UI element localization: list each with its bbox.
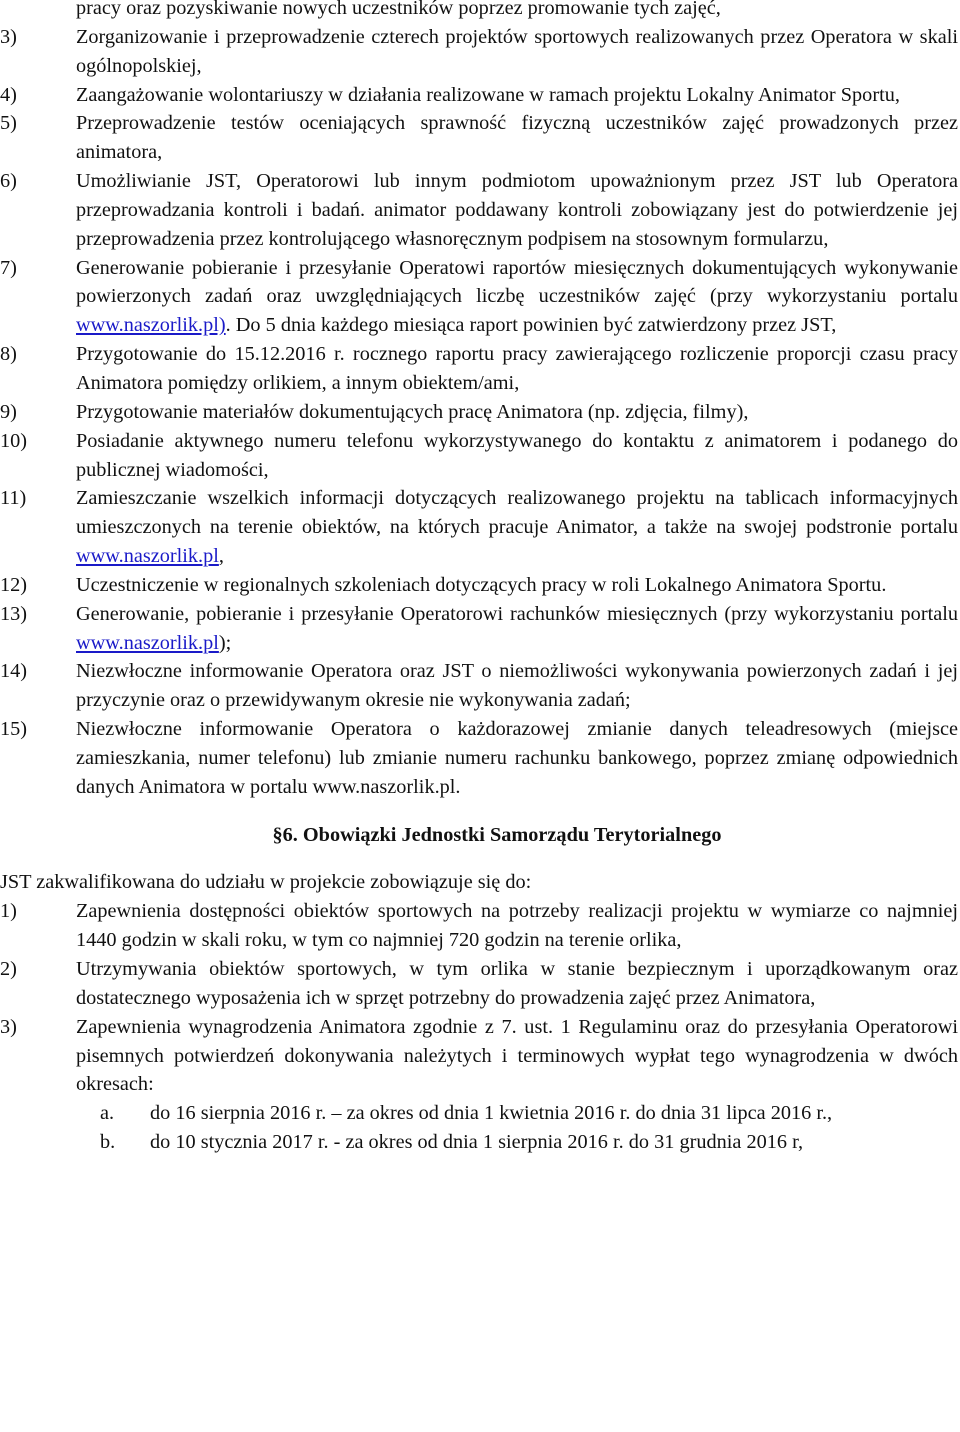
naszorlik-link[interactable]: www.naszorlik.pl) <box>76 314 226 337</box>
sub-list-item <box>100 1128 958 1157</box>
list-item <box>0 1013 958 1100</box>
continuation-text: pracy oraz pozyskiwanie nowych uczestników poprzez promowanie tych zajęć, <box>76 0 721 19</box>
item-text: Zaangażowanie wolontariuszy w działania realizowane w ramach projektu Lokalny Animator Sportu, <box>76 83 900 106</box>
item-text: Generowanie, pobieranie i przesyłanie Operatorowi rachunków miesięcznych (przy wykorzystaniu portalu <box>76 602 958 625</box>
item-text: Utrzymywania obiektów sportowych, w tym orlika w stanie bezpiecznym i uporządkowanym oraz dostatecznego wyposażenia ich w sprzęt potrzebny do prowadzenia zajęć przez Animatora, <box>76 958 958 1009</box>
item-number: 8) <box>0 343 17 366</box>
list-item <box>0 109 958 167</box>
naszorlik-link[interactable]: www.naszorlik.pl <box>76 545 219 568</box>
list-item <box>0 81 958 110</box>
item-text: Niezwłoczne informowanie Operatora oraz JST o niemożliwości wykonywania powierzonych zadań i jej przyczynie oraz o przewidywanym okresie nie wykonywania zadań; <box>76 660 958 712</box>
item-text: Zapewnienia wynagrodzenia Animatora zgodnie z 7. ust. 1 Regulaminu oraz do przesyłania Operatorowi pisemnych potwierdzeń dokonywania należytych i terminowych wypłat tego wynagrodzenia w dwóch okresach: <box>76 1015 958 1096</box>
list-item <box>0 340 958 398</box>
list-item <box>0 571 958 600</box>
naszorlik-link[interactable]: www.naszorlik.pl <box>76 631 219 654</box>
list-item <box>0 897 958 955</box>
item-number: 4) <box>0 83 17 106</box>
list-item <box>0 955 958 1013</box>
list-item-continuation <box>76 0 958 23</box>
sub-item-letter: a. <box>100 1102 115 1125</box>
item-text: Posiadanie aktywnego numeru telefonu wykorzystywanego do kontaktu z animatorem i podanego do publicznej wiadomości, <box>76 429 958 481</box>
sub-item-text: do 10 stycznia 2017 r. - za okres od dnia 1 sierpnia 2016 r. do 31 grudnia 2016 r, <box>150 1131 804 1154</box>
intro-text: JST zakwalifikowana do udziału w projekcie zobowiązuje się do: <box>0 871 532 894</box>
item-text: Przygotowanie materiałów dokumentujących pracę Animatora (np. zdjęcia, filmy), <box>76 400 749 423</box>
list-item <box>0 600 958 658</box>
item-number: 14) <box>0 660 28 683</box>
item-number: 3) <box>0 25 17 48</box>
item-text: Umożliwianie JST, Operatorowi lub innym podmiotom upoważnionym przez JST lub Operatora przeprowadzania kontroli i badań. animator poddawany kontroli zobowiązany jest do potwierdzenie jej przeprowadzenia przez kontrolującego własnoręcznym podpisem na stosownym formularzu, <box>76 170 958 250</box>
list-item <box>0 23 958 81</box>
item-text: . Do 5 dnia każdego miesiąca raport powinien być zatwierdzony przez JST, <box>225 314 837 337</box>
item-number: 9) <box>0 400 17 423</box>
list-item <box>0 427 958 485</box>
list-item <box>0 398 958 427</box>
item-text: Zorganizowanie i przeprowadzenie czterech projektów sportowych realizowanych przez Operatora w skali ogólnopolskiej, <box>76 25 958 77</box>
item-text: Zapewnienia dostępności obiektów sportowych na potrzeby realizacji projektu w wymiarze co najmniej 1440 godzin w skali roku, w tym co najmniej 720 godzin na terenie orlika, <box>76 900 958 952</box>
sub-item-letter: b. <box>100 1131 116 1154</box>
list-item <box>0 657 958 715</box>
item-text: Generowanie pobieranie i przesyłanie Operatowi raportów miesięcznych dokumentujących wykonywanie powierzonych zadań oraz uwzględniających liczbę uczestników zajęć (przy wykorzystaniu portalu <box>76 256 958 308</box>
item-number: 11) <box>0 487 27 510</box>
sub-item-text: do 16 sierpnia 2016 r. – za okres od dnia 1 kwietnia 2016 r. do dnia 31 lipca 2016 r., <box>150 1102 833 1125</box>
item-text: Przygotowanie do 15.12.2016 r. rocznego raportu pracy zawierającego rozliczenie proporcji czasu pracy Animatora pomiędzy orlikiem, a innym obiektem/ami, <box>76 343 958 394</box>
item-text: Uczestniczenie w regionalnych szkoleniach dotyczących pracy w roli Lokalnego Animatora Sportu. <box>76 573 887 596</box>
item-number: 15) <box>0 718 28 741</box>
item-text: Przeprowadzenie testów oceniających sprawność fizyczną uczestników zajęć prowadzonych przez animatora, <box>76 112 958 164</box>
item-number: 1) <box>0 900 17 923</box>
item-number: 13) <box>0 602 28 625</box>
list-item <box>0 484 958 571</box>
list-item <box>0 167 958 254</box>
item-text: , <box>218 545 224 568</box>
item-number: 5) <box>0 112 17 135</box>
item-number: 10) <box>0 429 28 452</box>
sub-list-item <box>100 1099 958 1128</box>
item-number: 3) <box>0 1015 17 1038</box>
list-item <box>0 715 958 802</box>
item-text: Zamieszczanie wszelkich informacji dotyczących realizowanego projektu na tablicach informacyjnych umieszczonych na terenie obiektów, na których pracuje Animator, a także na swojej podstronie portalu <box>76 487 958 539</box>
item-text: Niezwłoczne informowanie Operatora o każdorazowej zmianie danych teleadresowych (miejsce zamieszkania, numer telefonu) lub zmianie numeru rachunku bankowego, poprzez zmianę odpowiednich danych Animatora w portalu www.naszorlik.pl. <box>76 718 958 798</box>
item-number: 6) <box>0 170 17 193</box>
item-number: 7) <box>0 256 17 279</box>
item-number: 2) <box>0 958 17 980</box>
item-text: ); <box>218 631 232 654</box>
section-heading: §6. Obowiązki Jednostki Samorządu Terytorialnego <box>272 823 722 846</box>
item-number: 12) <box>0 573 28 596</box>
list-item <box>0 254 958 341</box>
